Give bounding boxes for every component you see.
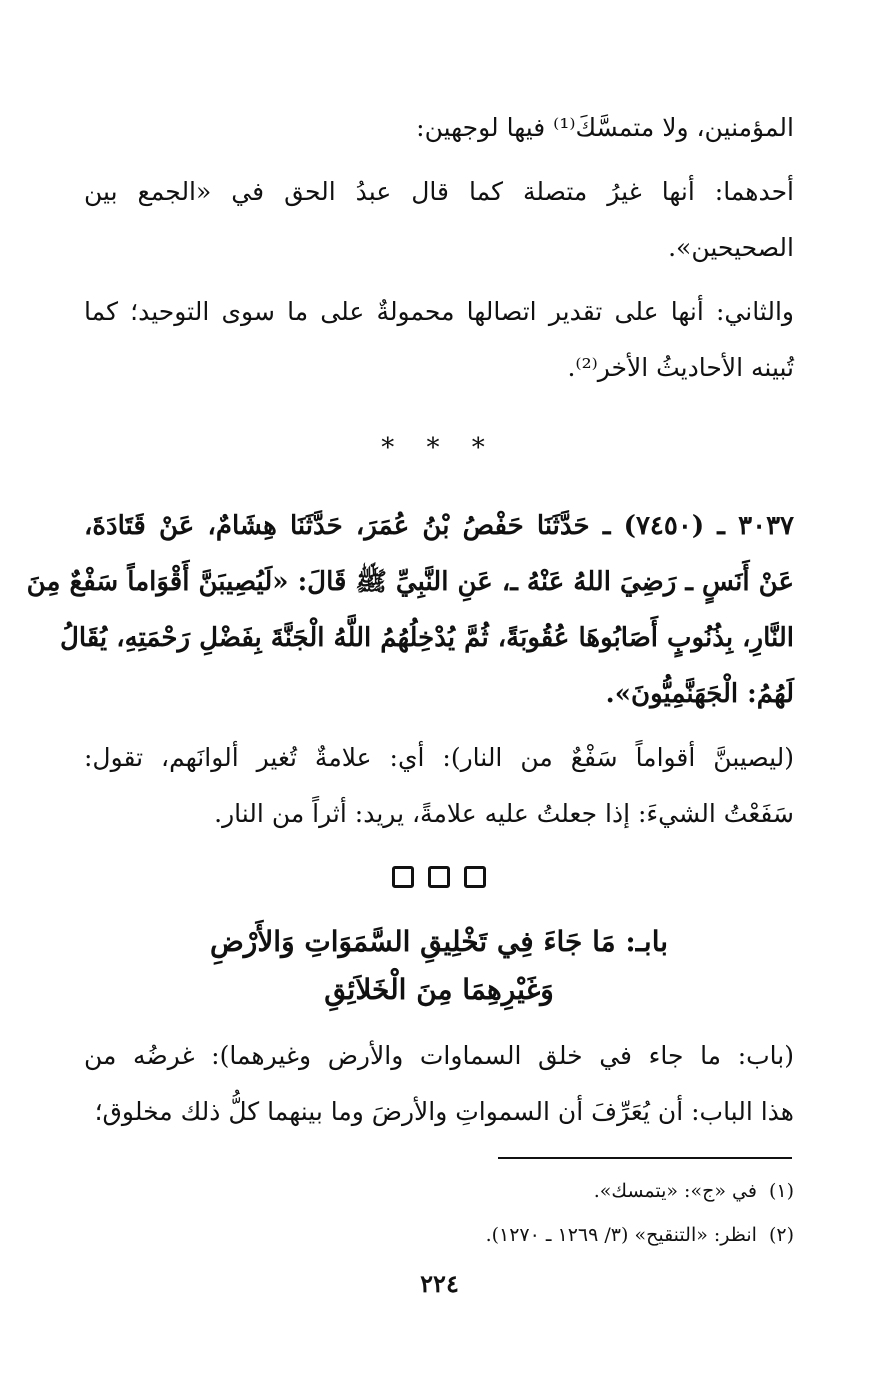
page-number: ٢٢٤: [420, 1269, 459, 1298]
text-line: تُبينه الأحاديثُ الأخر⁽²⁾.: [567, 353, 794, 382]
footnote-number: (١): [768, 1180, 794, 1202]
footnote-divider: [498, 1157, 792, 1159]
footnote: [84, 1176, 794, 1206]
text-line: (ليصيبنَّ أقواماً سَفْعٌ من النار): أي: علامةٌ تُغير ألوانَهم، تقول:: [84, 743, 794, 772]
text-line: هذا الباب: أن يُعَرِّفَ أن السمواتِ والأرضَ وما بينهما كلُّ ذلك مخلوق؛: [94, 1097, 794, 1126]
section-separator-boxes: [84, 866, 794, 888]
footnote-number: (٢): [768, 1224, 794, 1246]
chapter-title-line2: وَغَيْرِهِمَا مِنَ الْخَلاَئِقِ: [324, 973, 554, 1006]
text-line: الصحيحين».: [668, 233, 794, 262]
hadith-line: النَّارِ، بِذُنُوبٍ أَصَابُوهَا عُقُوبَةً، ثُمَّ يُدْخِلُهُمُ اللَّهُ الْجَنَّةَ بِفَضْلِ رَحْمَتِهِ، يُقَالُ: [59, 623, 794, 653]
square-ornament-icon: [392, 866, 414, 888]
text-line: والثاني: أنها على تقدير اتصالها محمولةٌ على ما سوى التوحيد؛ كما: [84, 297, 794, 326]
square-ornament-icon: [464, 866, 486, 888]
page-body: [26, 100, 794, 1140]
section-separator-stars: * * *: [381, 433, 497, 463]
hadith-line: عَنْ أَنَسٍ ـ رَضِيَ اللهُ عَنْهُ ـ، عَنِ النَّبِيِّ ﷺ قَالَ: «لَيُصِيبَنَّ أَقْوَاماً سَفْعٌ مِنَ: [26, 567, 794, 597]
footnote: [84, 1220, 794, 1250]
footnote-text: انظر: «التنقيح» (٣/ ١٢٦٩ ـ ١٢٧٠).: [485, 1224, 757, 1246]
hadith-text: [26, 498, 794, 722]
text-line: أحدهما: أنها غيرُ متصلة كما قال عبدُ الحق في «الجمع بين: [84, 177, 794, 206]
chapter-title-line1: مَا جَاءَ فِي تَخْلِيقِ السَّمَوَاتِ وَالأَرْضِ: [209, 925, 616, 958]
hadith-line: ٣٠٣٧ ـ (٧٤٥٠) ـ حَدَّثَنَا حَفْصُ بْنُ عُمَرَ، حَدَّثَنَا هِشَامٌ، عَنْ قَتَادَةَ،: [84, 511, 794, 541]
footnote-text: في «ج»: «يتمسك».: [593, 1180, 757, 1202]
chapter-label: بابـ:: [625, 925, 669, 958]
text-line: (باب: ما جاء في خلق السماوات والأرض وغيرهما): غرضُه من: [84, 1041, 794, 1070]
text-line: المؤمنين، ولا متمسَّكَ⁽¹⁾ فيها لوجهين:: [416, 113, 794, 142]
chapter-heading: [84, 918, 794, 1014]
square-ornament-icon: [428, 866, 450, 888]
hadith-line: لَهُمُ: الْجَهَنَّمِيُّونَ».: [605, 679, 794, 709]
text-line: سَفَعْتُ الشيءَ: إذا جعلتُ عليه علامةً، يريد: أثراً من النار.: [214, 799, 794, 828]
